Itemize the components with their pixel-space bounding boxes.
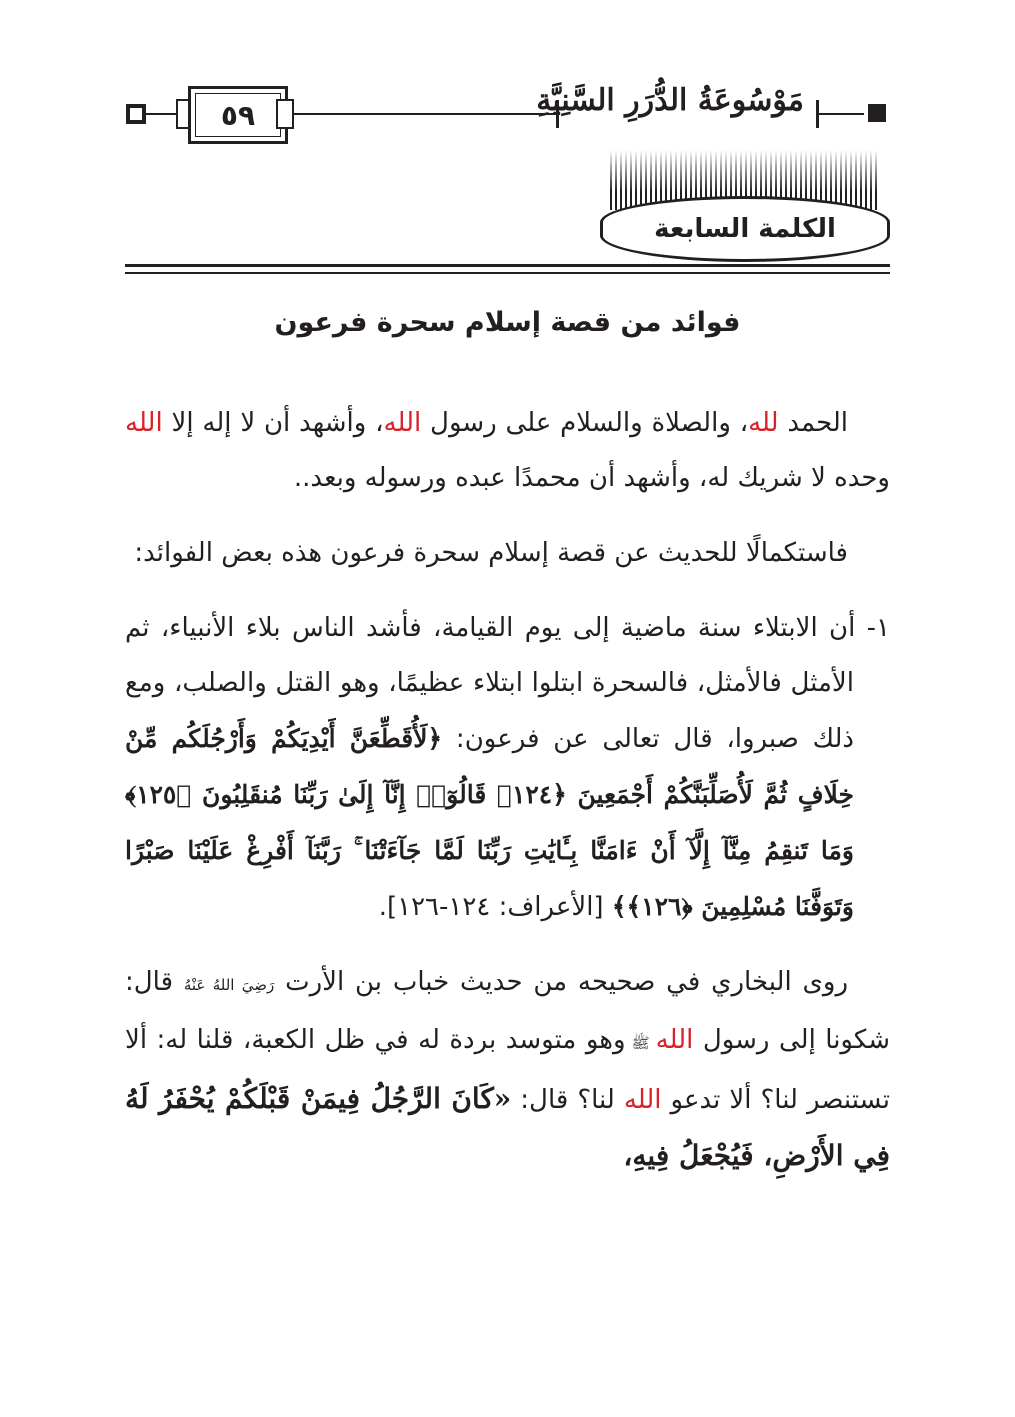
- divine-name: الله: [655, 1025, 694, 1055]
- quran-open-bracket: ﴿: [427, 724, 443, 753]
- quran-close-bracket: ﴾: [611, 892, 627, 921]
- header-divider-top: [125, 264, 890, 267]
- page-number: ٥٩: [188, 86, 288, 144]
- text: وحده لا شريك له، وأشهد أن محمدًا عبده ورسوله وبعد..: [293, 463, 890, 493]
- header-rule-right-tick: [816, 100, 819, 128]
- text: ، والصلاة والسلام على رسول: [421, 408, 749, 438]
- page-header: [0, 0, 1015, 280]
- quran-verse: لَأُقَطِّعَنَّ أَيْدِيَكُمْ وَأَرْجُلَكُم مِّنْ خِلَافٍ ثُمَّ لَأُصَلِّبَنَّكُمْ أَجْمَعِينَ ﴿١٢٤﴾ قَالُوٓا۟ إِنَّآ إِلَىٰ رَبِّنَا مُنقَلِبُونَ ﴿١٢٥﴾ وَمَا تَنقِمُ مِنَّآ إِلَّآ أَنْ ءَامَنَّا بِـَٔايَٰتِ رَبِّنَا لَمَّا جَآءَتْنَا ۚ رَبَّنَآ أَفْرِغْ عَلَيْنَا صَبْرًا وَتَوَفَّنَا مُسْلِمِينَ ﴿١٢٦﴾: [125, 724, 854, 921]
- hadith-quote: «كَانَ الرَّجُلُ فِيمَنْ قَبْلَكُمْ يُحْفَرُ لَهُ فِي الأَرْضِ، فَيُجْعَلُ فِيهِ،: [125, 1082, 890, 1172]
- header-divider-bottom: [125, 272, 890, 274]
- text: ، وأشهد أن لا إله إلا: [162, 408, 384, 438]
- divine-name: الله: [623, 1085, 662, 1115]
- text: روى البخاري في صحيحه من حديث خباب بن الأرت: [274, 967, 848, 997]
- text: لنا؟ قال:: [511, 1085, 624, 1115]
- hadith-paragraph: [125, 955, 890, 1185]
- header-end-square-left: [126, 104, 146, 124]
- text: وهو متوسد بردة له في ظل الكعبة، قلنا له: ألا تستنصر لنا؟ ألا تدعو: [125, 1025, 890, 1115]
- text: الحمد: [778, 408, 849, 438]
- divine-name: الله: [125, 408, 163, 438]
- benefit-point-1: [125, 601, 890, 935]
- text: قال: شكونا إلى رسول: [125, 967, 891, 1055]
- honorific: رَضِيَ اللهُ عَنْهُ: [183, 976, 275, 994]
- intro-paragraph: [125, 396, 890, 506]
- header-ornament-knot: [276, 99, 294, 129]
- text: ١- أن الابتلاء سنة ماضية إلى يوم القيامة، فأشد الناس بلاء الأنبياء، ثم الأمثل فالأمثل، فالسحرة ابتلوا ابتلاء عظيمًا، وهو القتل والصلب، ومع ذلك صبروا، قال تعالى عن فرعون:: [125, 613, 890, 754]
- verse-citation: [الأعراف: ١٢٤-١٢٦].: [378, 892, 612, 922]
- divine-name: لله: [748, 408, 779, 438]
- header-end-square-right: [868, 104, 886, 122]
- honorific: ﷺ: [625, 1034, 656, 1052]
- section-badge: الكلمة السابعة: [600, 196, 890, 262]
- article-body: [125, 396, 890, 1205]
- series-title: مَوْسُوعَةُ الدُّرَرِ السَّنِيَّةِ: [536, 83, 804, 118]
- divine-name: الله: [383, 408, 422, 438]
- header-rule-right: [818, 113, 864, 115]
- header-rule-middle: [294, 113, 558, 115]
- intro-paragraph-2: فاستكمالًا للحديث عن قصة إسلام سحرة فرعون هذه بعض الفوائد:: [134, 538, 848, 568]
- page-title: فوائد من قصة إسلام سحرة فرعون: [274, 307, 741, 338]
